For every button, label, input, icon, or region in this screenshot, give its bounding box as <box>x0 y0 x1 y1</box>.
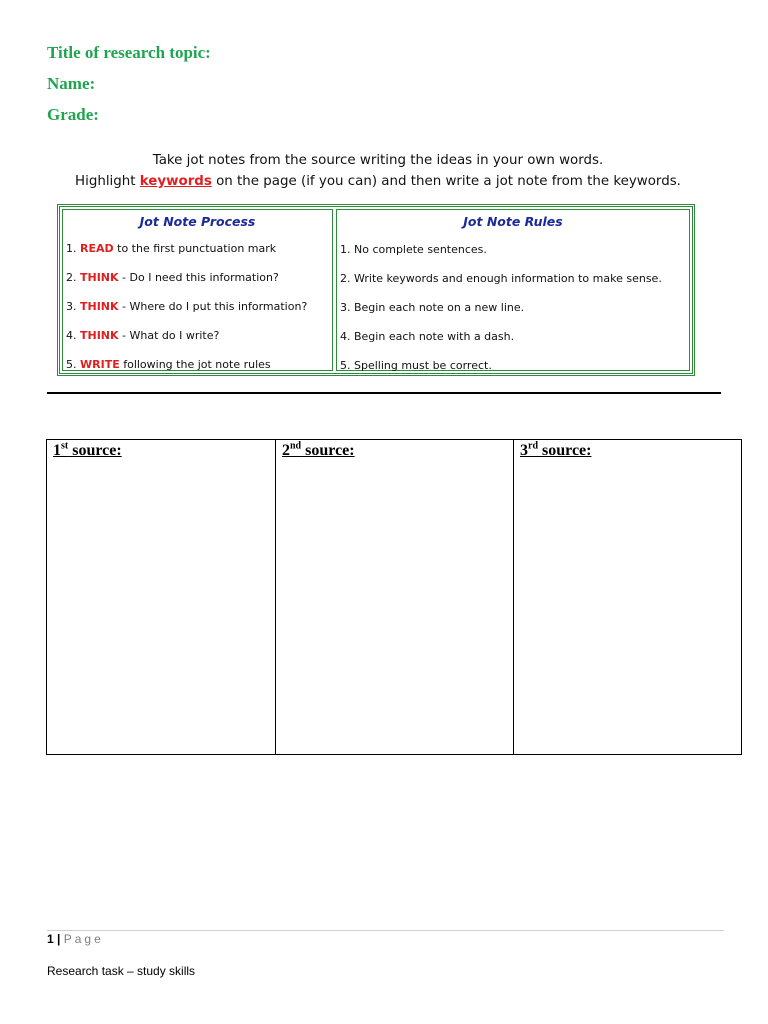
jot-note-process-heading: Jot Note Process <box>139 214 256 229</box>
process-item <box>66 242 276 255</box>
instruction-line-2-end: on the page (if you can) and then write a jot note from the keywords. <box>211 174 681 189</box>
jot-note-rules-column <box>336 209 690 371</box>
instruction-line-1: Take jot notes from the source writing the ideas in your own words. <box>152 153 604 168</box>
process-item-text: to the first punctuation mark <box>113 242 277 255</box>
process-item-keyword: THINK <box>80 271 119 284</box>
source-3-label: source: <box>538 442 592 460</box>
process-item-number: 4. <box>66 329 80 342</box>
footer-text: Research task – study skills <box>47 964 196 978</box>
page-number-value: 1 <box>47 932 54 946</box>
source-1-suffix: st <box>61 441 69 452</box>
source-2-heading <box>282 442 355 459</box>
rule-item: 4. Begin each note with a dash. <box>340 330 515 343</box>
section-divider <box>47 392 721 394</box>
process-item-number: 2. <box>66 271 80 284</box>
source-2-cell[interactable] <box>276 440 514 755</box>
rule-item: 3. Begin each note on a new line. <box>340 301 525 314</box>
source-1-heading <box>53 442 122 459</box>
jot-note-rules-heading: Jot Note Rules <box>463 214 563 229</box>
process-item <box>66 300 307 313</box>
sources-table <box>46 439 742 755</box>
rule-item: 2. Write keywords and enough information to make sense. <box>340 272 662 285</box>
source-1-number: 1 <box>53 442 61 460</box>
page-number <box>47 932 104 946</box>
footer-divider <box>47 930 724 931</box>
instruction-line-2-start: Highlight <box>75 174 140 189</box>
process-item <box>66 329 219 342</box>
process-item-keyword: THINK <box>80 329 119 342</box>
process-item <box>66 271 279 284</box>
process-item-text: - Do I need this information? <box>118 271 279 284</box>
source-3-heading <box>520 442 591 459</box>
instruction-line-2 <box>0 174 756 189</box>
research-topic-label: Title of research topic: <box>47 43 211 62</box>
process-item-keyword: WRITE <box>80 358 120 371</box>
source-3-suffix: rd <box>528 441 538 452</box>
jot-note-process-column <box>62 209 333 371</box>
process-item-text: following the jot note rules <box>119 358 271 371</box>
source-1-cell[interactable] <box>47 440 276 755</box>
source-2-suffix: nd <box>290 441 302 452</box>
page-number-separator: | <box>53 932 64 946</box>
rule-item: 1. No complete sentences. <box>340 243 487 256</box>
process-item-keyword: THINK <box>80 300 119 313</box>
source-3-number: 3 <box>520 442 528 460</box>
process-item-text: - What do I write? <box>118 329 220 342</box>
process-item-text: - Where do I put this information? <box>118 300 308 313</box>
grade-label: Grade: <box>47 105 99 124</box>
source-1-label: source: <box>68 442 122 460</box>
keywords-highlight: keywords <box>139 174 212 189</box>
source-2-number: 2 <box>282 442 290 460</box>
rule-item: 5. Spelling must be correct. <box>340 359 492 372</box>
jot-note-box <box>57 204 695 376</box>
page-word: Page <box>63 932 104 946</box>
source-3-cell[interactable] <box>514 440 742 755</box>
process-item-number: 5. <box>66 358 80 371</box>
name-label: Name: <box>47 74 96 93</box>
process-item-number: 1. <box>66 242 80 255</box>
process-item-keyword: READ <box>80 242 114 255</box>
source-2-label: source: <box>301 442 355 460</box>
process-item-number: 3. <box>66 300 80 313</box>
process-item <box>66 358 271 371</box>
